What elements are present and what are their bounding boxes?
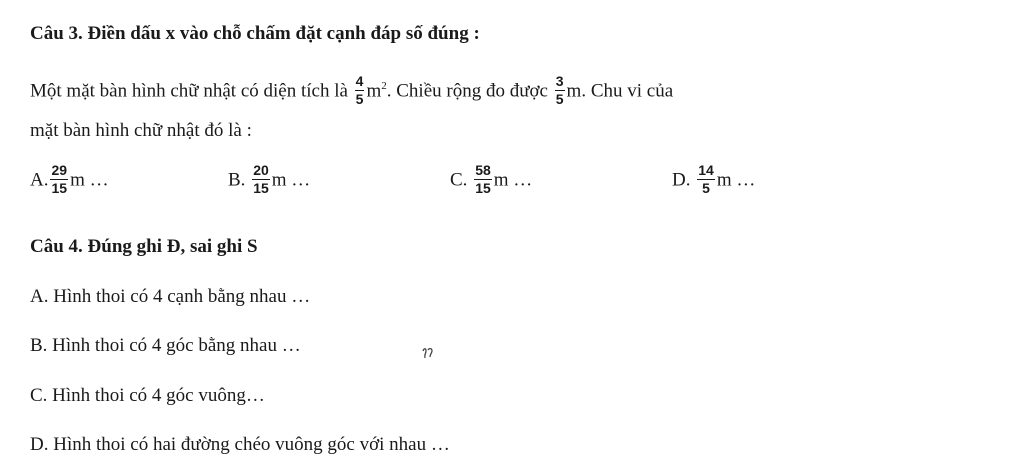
area-text: Một mặt bàn hình chữ nhật có diện tích là: [30, 80, 348, 102]
question-3-heading: Câu 3. Điền dấu x vào chỗ chấm đặt cạnh đáp số đúng :: [30, 23, 480, 44]
option-b-fraction: [252, 163, 270, 195]
question-4-heading: Câu 4. Đúng ghi Đ, sai ghi S: [30, 236, 258, 257]
area-numerator: 4: [355, 73, 364, 89]
width-denominator: 5: [555, 90, 564, 107]
area-denominator: 5: [355, 90, 364, 107]
option-b-numerator: 20: [253, 162, 269, 178]
option-b[interactable]: [228, 162, 311, 197]
statement-c[interactable]: C. Hình thoi có 4 góc vuông…: [30, 385, 265, 406]
option-c-fraction: [474, 163, 492, 195]
width-numerator: 3: [555, 73, 564, 89]
option-a-suffix: m …: [70, 169, 109, 191]
option-d-denominator: 5: [702, 179, 710, 196]
option-a-numerator: 29: [51, 162, 68, 178]
area-unit: m: [366, 80, 382, 102]
option-c-suffix: m …: [493, 169, 533, 191]
option-a[interactable]: [30, 162, 109, 197]
width-fraction: [555, 74, 565, 106]
option-d-label: D.: [672, 169, 691, 191]
option-b-label: B.: [228, 169, 246, 191]
statement-a[interactable]: A. Hình thoi có 4 cạnh bằng nhau …: [30, 286, 311, 307]
question-3-text-line-2: mặt bàn hình chữ nhật đó là :: [30, 120, 252, 141]
option-d-numerator: 14: [698, 162, 714, 178]
area-fraction: [355, 74, 365, 106]
option-a-denominator: 15: [51, 179, 68, 196]
statement-d[interactable]: D. Hình thoi có hai đường chéo vuông góc với nhau …: [30, 434, 450, 455]
area-unit-exponent: 2: [381, 80, 387, 93]
option-c-label: C.: [450, 169, 468, 191]
handwritten-mark-icon: [421, 346, 435, 362]
perimeter-text: m. Chu vi của: [566, 80, 674, 102]
width-text: . Chiều rộng đo được: [386, 80, 548, 102]
option-c-denominator: 15: [475, 179, 491, 196]
option-b-denominator: 15: [253, 179, 269, 196]
option-a-fraction: [50, 163, 68, 195]
option-d[interactable]: [672, 162, 756, 197]
statement-b[interactable]: B. Hình thoi có 4 góc bằng nhau …: [30, 335, 301, 356]
option-b-suffix: m …: [271, 169, 311, 191]
option-c[interactable]: [450, 162, 533, 197]
question-3-text-line-1: [30, 73, 674, 108]
option-c-numerator: 58: [475, 162, 491, 178]
option-d-suffix: m …: [716, 169, 756, 191]
option-a-label: A.: [30, 169, 49, 191]
option-d-fraction: [697, 163, 715, 195]
